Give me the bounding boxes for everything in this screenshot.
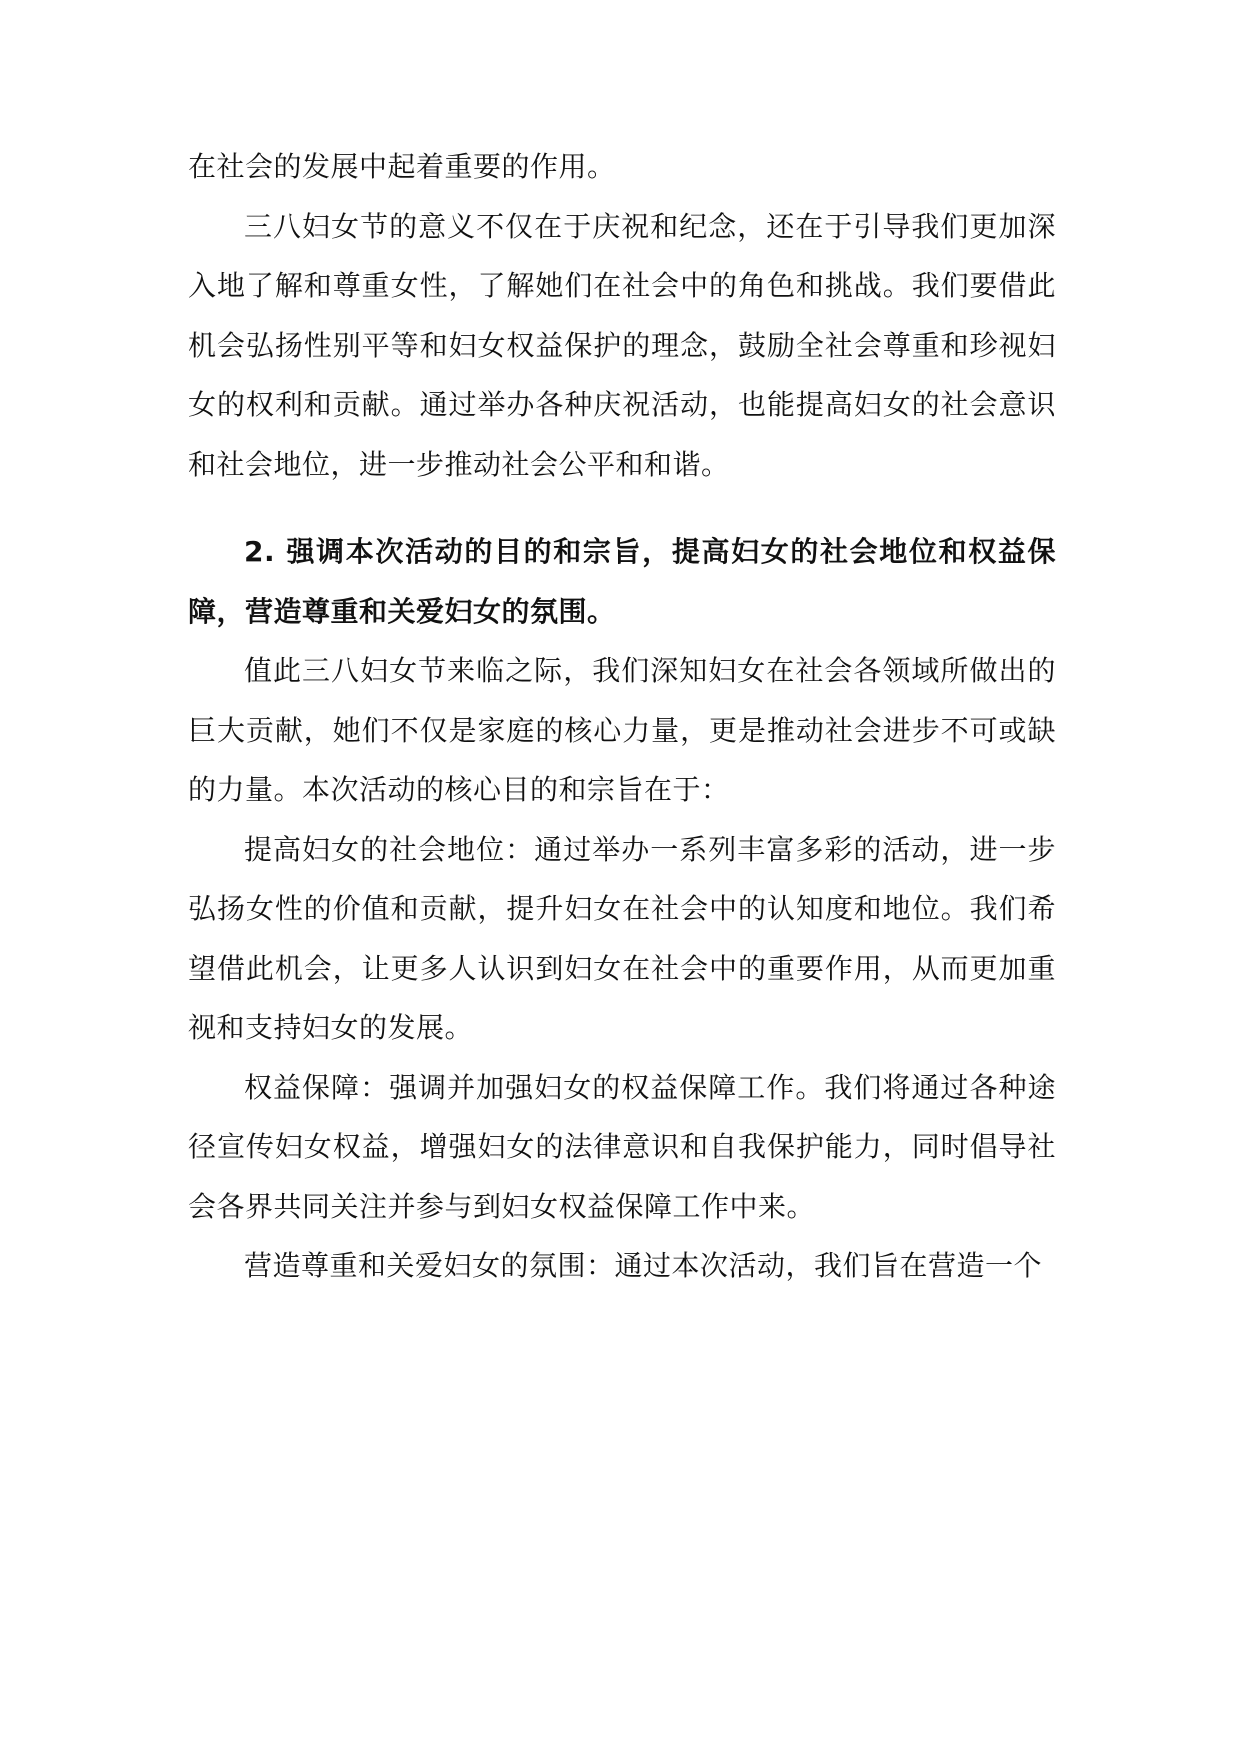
paragraph-atmosphere: 营造尊重和关爱妇女的氛围：通过本次活动，我们旨在营造一个 <box>244 1249 1043 1282</box>
paragraph-rights-protection: 权益保障：强调并加强妇女的权益保障工作。我们将通过各种途径宣传妇女权益，增强妇女的法律意识和自我保护能力，同时倡导社会各界共同关注并参与到妇女权益保障工作中来。 <box>188 1070 1056 1223</box>
paragraph-purpose-intro: 值此三八妇女节来临之际，我们深知妇女在社会各领域所做出的巨大贡献，她们不仅是家庭的核心力量，更是推动社会进步不可或缺的力量。本次活动的核心目的和宗旨在于： <box>188 654 1056 806</box>
paragraph-social-status: 提高妇女的社会地位：通过举办一系列丰富多彩的活动，进一步弘扬女性的价值和贡献，提升妇女在社会中的认知度和地位。我们希望借此机会，让更多人认识到妇女在社会中的重要作用，从而更加重视和支持妇女的发展。 <box>188 832 1056 1044</box>
paragraph-continuation: 在社会的发展中起着重要的作用。 <box>188 150 616 183</box>
document-body <box>188 137 1056 1296</box>
paragraph-significance: 三八妇女节的意义不仅在于庆祝和纪念，还在于引导我们更加深入地了解和尊重女性，了解她们在社会中的角色和挑战。我们要借此机会弘扬性别平等和妇女权益保护的理念，鼓励全社会尊重和珍视妇女的权利和贡献。通过举办各种庆祝活动，也能提高妇女的社会意识和社会地位，进一步推动社会公平和和谐。 <box>188 209 1056 481</box>
section-heading: 2. 强调本次活动的目的和宗旨，提高妇女的社会地位和权益保障，营造尊重和关爱妇女的氛围。 <box>188 535 1056 628</box>
